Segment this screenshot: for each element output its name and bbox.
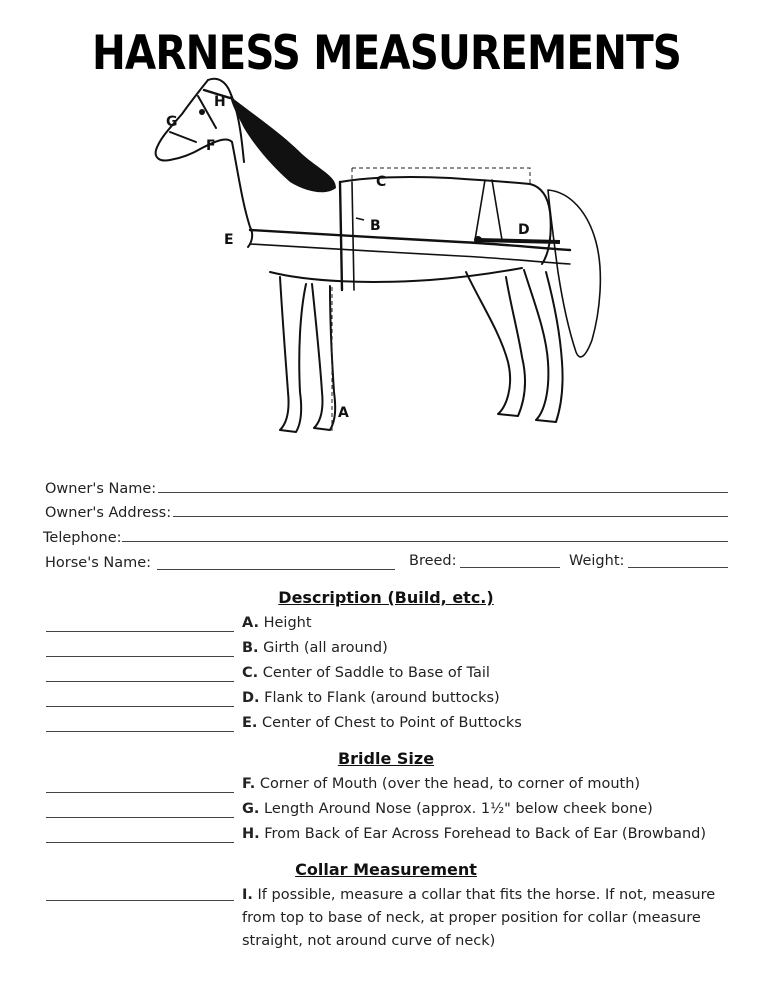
telephone-field[interactable] <box>122 541 728 542</box>
measurement-row-e <box>0 715 773 737</box>
horse-name-label: Horse's Name: <box>45 555 152 571</box>
item-letter: G. <box>242 801 260 817</box>
horse-name-field[interactable] <box>157 569 395 570</box>
item-letter: A. <box>242 615 259 631</box>
horse-diagram <box>130 72 630 444</box>
measurement-row-b <box>0 640 773 662</box>
label-g: G <box>166 114 178 130</box>
label-e: E <box>224 232 234 248</box>
item-letter: B. <box>242 640 259 656</box>
weight-label: Weight: <box>569 553 625 569</box>
owner-name-field[interactable] <box>158 492 728 493</box>
measurement-e-field[interactable] <box>46 731 234 732</box>
measurement-row-i <box>0 884 773 949</box>
item-letter: E. <box>242 715 258 731</box>
measurement-a-field[interactable] <box>46 631 234 632</box>
measurement-i-field[interactable] <box>46 900 234 901</box>
measurement-g-field[interactable] <box>46 817 234 818</box>
measurement-h-field[interactable] <box>46 842 234 843</box>
page-title: HARNESS MEASUREMENTS <box>91 26 682 81</box>
description-heading: Description (Build, etc.) <box>278 588 494 607</box>
label-c: C <box>376 174 387 190</box>
bridle-heading: Bridle Size <box>337 749 435 768</box>
measurement-c-field[interactable] <box>46 681 234 682</box>
item-letter: C. <box>242 665 259 681</box>
label-d: D <box>518 222 530 238</box>
owner-name-label: Owner's Name: <box>45 481 157 497</box>
item-letter: F. <box>242 776 256 792</box>
item-text: From Back of Ear Across Forehead to Back of Ear (Browband) <box>264 826 707 842</box>
item-text: If possible, measure a collar that fits the horse. If not, measure from top to base of neck, at proper position for collar (measure straight, not around curve of neck) <box>242 887 716 949</box>
item-text: Corner of Mouth (over the head, to corner of mouth) <box>259 776 641 792</box>
item-text: Center of Chest to Point of Buttocks <box>262 715 522 731</box>
item-text: Height <box>263 615 312 631</box>
owner-address-field[interactable] <box>173 516 728 517</box>
label-f: F <box>206 138 216 154</box>
collar-heading: Collar Measurement <box>295 860 477 879</box>
measurement-f-field[interactable] <box>46 792 234 793</box>
breed-field[interactable] <box>460 567 560 568</box>
label-h: H <box>214 94 226 110</box>
label-b: B <box>370 218 381 234</box>
measurement-d-field[interactable] <box>46 706 234 707</box>
telephone-label: Telephone: <box>43 530 122 546</box>
measurement-row-f <box>0 776 773 798</box>
item-text: Length Around Nose (approx. 1½" below cheek bone) <box>264 801 653 817</box>
item-letter: I. <box>242 887 253 903</box>
measurement-row-d <box>0 690 773 712</box>
measurement-row-g <box>0 801 773 823</box>
item-text: Center of Saddle to Base of Tail <box>262 665 490 681</box>
weight-field[interactable] <box>628 567 728 568</box>
measurement-row-c <box>0 665 773 687</box>
breed-label: Breed: <box>409 553 457 569</box>
measurement-row-h <box>0 826 773 848</box>
owner-address-label: Owner's Address: <box>45 505 172 521</box>
label-a: A <box>338 405 349 421</box>
item-letter: H. <box>242 826 260 842</box>
measurement-row-a <box>0 615 773 637</box>
item-text: Girth (all around) <box>263 640 388 656</box>
item-letter: D. <box>242 690 260 706</box>
measurement-b-field[interactable] <box>46 656 234 657</box>
item-text: Flank to Flank (around buttocks) <box>264 690 500 706</box>
